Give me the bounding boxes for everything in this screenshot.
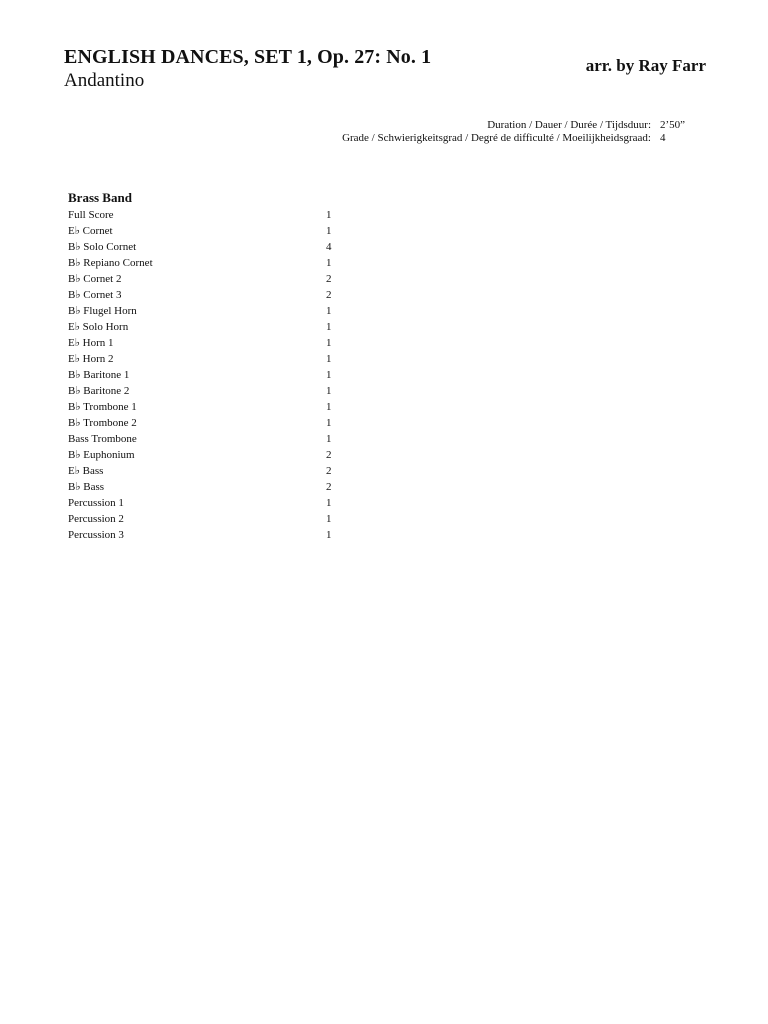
part-qty: 4: [326, 241, 332, 253]
part-row: [68, 352, 368, 368]
piece-title: ENGLISH DANCES, SET 1, Op. 27: No. 1: [64, 46, 432, 68]
part-name: B♭ Trombone 1: [68, 401, 137, 413]
part-name: E♭ Cornet: [68, 225, 113, 237]
part-qty: 1: [326, 497, 332, 509]
part-qty: 2: [326, 289, 332, 301]
section-title: Brass Band: [68, 190, 132, 205]
duration-label: Duration / Dauer / Durée / Tijdsduur:: [487, 119, 651, 131]
part-qty: 1: [326, 513, 332, 525]
part-qty: 1: [326, 401, 332, 413]
part-row: [68, 256, 368, 272]
part-row: [68, 416, 368, 432]
part-name: E♭ Bass: [68, 465, 104, 477]
part-qty: 1: [326, 257, 332, 269]
part-qty: 1: [326, 529, 332, 541]
parts-list: [68, 208, 368, 544]
part-row: [68, 400, 368, 416]
arranger-credit: arr. by Ray Farr: [585, 56, 706, 75]
part-qty: 2: [326, 465, 332, 477]
part-name: Percussion 2: [68, 513, 124, 525]
part-name: B♭ Repiano Cornet: [68, 257, 153, 269]
part-name: Full Score: [68, 209, 114, 221]
part-name: Bass Trombone: [68, 433, 137, 445]
part-row: [68, 208, 368, 224]
part-row: [68, 240, 368, 256]
duration-row: [0, 119, 768, 133]
grade-row: [0, 132, 768, 146]
part-name: Percussion 3: [68, 529, 124, 541]
part-qty: 1: [326, 225, 332, 237]
part-name: B♭ Cornet 3: [68, 289, 122, 301]
part-qty: 1: [326, 353, 332, 365]
part-qty: 1: [326, 209, 332, 221]
part-qty: 1: [326, 417, 332, 429]
part-row: [68, 448, 368, 464]
tempo-subtitle: Andantino: [64, 70, 145, 91]
part-name: B♭ Flugel Horn: [68, 305, 137, 317]
part-name: E♭ Solo Horn: [68, 321, 129, 333]
duration-value: 2’50”: [660, 119, 686, 131]
part-name: B♭ Trombone 2: [68, 417, 137, 429]
part-row: [68, 336, 368, 352]
part-name: Percussion 1: [68, 497, 124, 509]
part-row: [68, 224, 368, 240]
part-row: [68, 480, 368, 496]
part-name: B♭ Baritone 1: [68, 369, 130, 381]
part-row: [68, 432, 368, 448]
part-name: E♭ Horn 1: [68, 337, 114, 349]
part-qty: 1: [326, 321, 332, 333]
part-qty: 2: [326, 273, 332, 285]
part-qty: 2: [326, 449, 332, 461]
part-name: B♭ Cornet 2: [68, 273, 122, 285]
part-row: [68, 368, 368, 384]
part-row: [68, 272, 368, 288]
part-qty: 2: [326, 481, 332, 493]
part-row: [68, 384, 368, 400]
part-qty: 1: [326, 337, 332, 349]
part-row: [68, 320, 368, 336]
part-row: [68, 496, 368, 512]
part-qty: 1: [326, 433, 332, 445]
part-row: [68, 464, 368, 480]
part-name: B♭ Baritone 2: [68, 385, 130, 397]
part-name: B♭ Solo Cornet: [68, 241, 137, 253]
grade-label: Grade / Schwierigkeitsgrad / Degré de difficulté / Moeilijkheidsgraad:: [342, 132, 651, 144]
part-qty: 1: [326, 385, 332, 397]
part-row: [68, 304, 368, 320]
part-qty: 1: [326, 369, 332, 381]
part-row: [68, 288, 368, 304]
part-name: E♭ Horn 2: [68, 353, 114, 365]
grade-value: 4: [660, 132, 666, 144]
part-row: [68, 528, 368, 544]
part-name: B♭ Euphonium: [68, 449, 135, 461]
part-name: B♭ Bass: [68, 481, 105, 493]
part-row: [68, 512, 368, 528]
part-qty: 1: [326, 305, 332, 317]
